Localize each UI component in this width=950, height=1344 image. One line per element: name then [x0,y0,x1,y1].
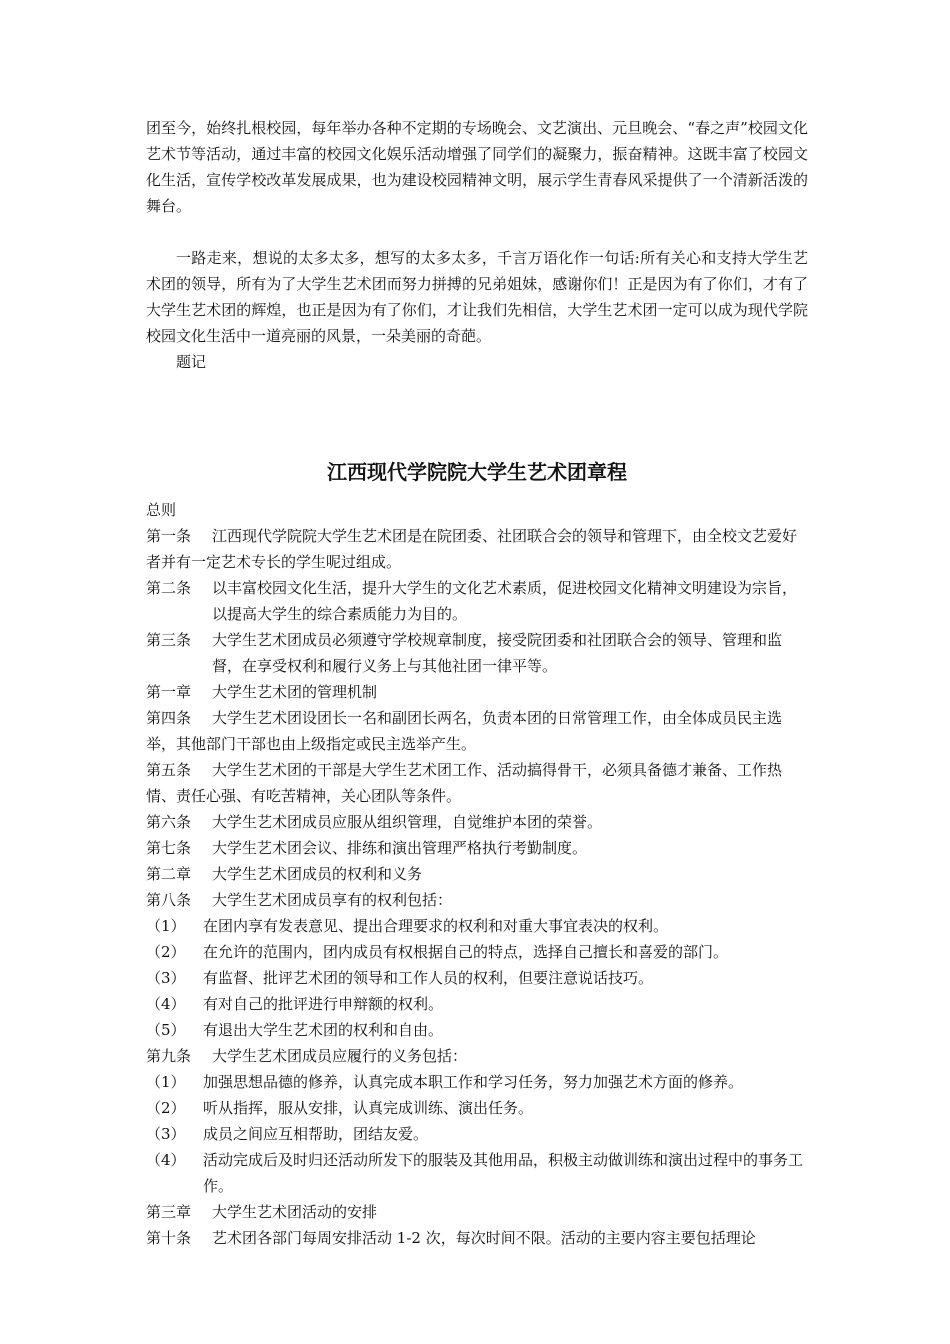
list-item [146,939,808,965]
item-number: （1） [146,917,186,935]
item-text: 听从指挥，服从安排，认真完成训练、演出任务。 [203,1099,534,1117]
item-text: 有退出大学生艺术团的权利和自由。 [203,1021,444,1039]
article-label: 第八条 [146,891,192,909]
list-item [146,1147,808,1199]
article-7 [146,835,808,861]
article-label: 第九条 [146,1047,192,1065]
article-label: 第十条 [146,1229,192,1247]
page-content [146,115,808,1251]
article-4 [146,705,808,757]
chapter-label: 第三章 [146,1203,192,1221]
article-text: 大学生艺术团成员应服从组织管理，自觉维护本团的荣誉。 [212,813,603,831]
list-item [146,1069,808,1095]
article-text: 大学生艺术团的干部是大学生艺术团工作、活动搞得骨干，必须具备德才兼备、工作热情、责任心强、有吃苦精神，关心团队等条件。 [146,761,783,805]
article-text: 大学生艺术团成员享有的权利包括： [212,891,453,909]
chapter-title: 大学生艺术团活动的安排 [212,1203,378,1221]
item-number: （2） [146,943,186,961]
chapter-title: 大学生艺术团的管理机制 [212,683,378,701]
article-label: 第二条 [146,579,192,597]
item-number: （1） [146,1073,186,1091]
general-heading: 总则 [146,501,177,519]
title-spacer [146,487,808,497]
list-item [146,991,808,1017]
item-text: 在允许的范围内，团内成员有权根据自己的特点，选择自己擅长和喜爱的部门。 [203,943,729,961]
article-8 [146,887,808,913]
item-number: （5） [146,1021,186,1039]
item-text: 在团内享有发表意见、提出合理要求的权利和对重大事宜表决的权利。 [203,917,669,935]
article-text: 大学生艺术团成员应履行的义务包括： [212,1047,468,1065]
article-1 [146,523,808,575]
item-text: 有监督、批评艺术团的领导和工作人员的权利，但要注意说话技巧。 [203,969,654,987]
intro-paragraph-2: 一路走来，想说的太多太多，想写的太多太多，千言万语化作一句话:所有关心和支持大学生艺术团的领导，所有为了大学生艺术团而努力拼搏的兄弟姐妹，感谢你们！正是因为有了你们，才有了大学生艺术团的辉煌，也正是因为有了你们，才让我们先相信，大学生艺术团一定可以成为现代学院校园文化生活中一道亮丽的风景，一朵美丽的奇葩。 [146,249,808,345]
list-item [146,1017,808,1043]
intro-paragraph-1: 团至今，始终扎根校园，每年举办各种不定期的专场晚会、文艺演出、元旦晚会、“春之声”校园文化艺术节等活动，通过丰富的校园文化娱乐活动增强了同学们的凝聚力，振奋精神。这既丰富了校园文化生活，宣传学校改革发展成果，也为建设校园精神文明，展示学生青春风采提供了一个清新活泼的舞台。 [146,119,808,215]
article-label: 第四条 [146,709,192,727]
article-10 [146,1225,808,1251]
chapter-1-heading [146,679,808,705]
list-item [146,965,808,991]
charter-title: 江西现代学院院大学生艺术团章程 [327,460,627,484]
article-5 [146,757,808,809]
chapter-title: 大学生艺术团成员的权利和义务 [212,865,423,883]
article-text: 以丰富校园文化生活，提升大学生的文化艺术素质，促进校园文化精神文明建设为宗旨，以提高大学生的综合素质能力为目的。 [212,579,798,623]
article-label: 第六条 [146,813,192,831]
article-6 [146,809,808,835]
signature-line: 题记 [176,353,207,371]
chapter-3-heading [146,1199,808,1225]
list-item [146,1095,808,1121]
article-3 [146,627,808,679]
article-9 [146,1043,808,1069]
article-label: 第七条 [146,839,192,857]
article-text: 大学生艺术团成员必须遵守学校规章制度，接受院团委和社团联合会的领导、管理和监督，在享受权利和履行义务上与其他社团一律平等。 [212,631,783,675]
article-text: 大学生艺术团设团长一名和副团长两名，负责本团的日常管理工作，由全体成员民主选举，其他部门干部也由上级指定或民主选举产生。 [146,709,783,753]
item-number: （4） [146,1151,186,1169]
article-label: 第一条 [146,527,192,545]
item-number: （2） [146,1099,186,1117]
item-text: 成员之间应互相帮助，团结友爱。 [203,1125,429,1143]
chapter-2-heading [146,861,808,887]
list-item [146,1121,808,1147]
paragraph-spacer [146,219,808,245]
article-text: 大学生艺术团会议、排练和演出管理严格执行考勤制度。 [212,839,588,857]
article-text: 艺术团各部门每周安排活动 1-2 次，每次时间不限。活动的主要内容主要包括理论 [212,1229,756,1247]
section-spacer [146,375,808,457]
chapter-label: 第二章 [146,865,192,883]
item-text: 活动完成后及时归还活动所发下的服装及其他用品，积极主动做训练和演出过程中的事务工作。 [203,1151,804,1195]
item-number: （3） [146,969,186,987]
article-label: 第五条 [146,761,192,779]
article-2 [146,575,808,627]
list-item [146,913,808,939]
item-number: （4） [146,995,186,1013]
item-text: 加强思想品德的修养，认真完成本职工作和学习任务，努力加强艺术方面的修养。 [203,1073,744,1091]
item-number: （3） [146,1125,186,1143]
item-text: 有对自己的批评进行申辩额的权利。 [203,995,444,1013]
chapter-label: 第一章 [146,683,192,701]
article-label: 第三条 [146,631,192,649]
article-text: 江西现代学院院大学生艺术团是在院团委、社团联合会的领导和管理下，由全校文艺爱好者并有一定艺术专长的学生呢过组成。 [146,527,798,571]
